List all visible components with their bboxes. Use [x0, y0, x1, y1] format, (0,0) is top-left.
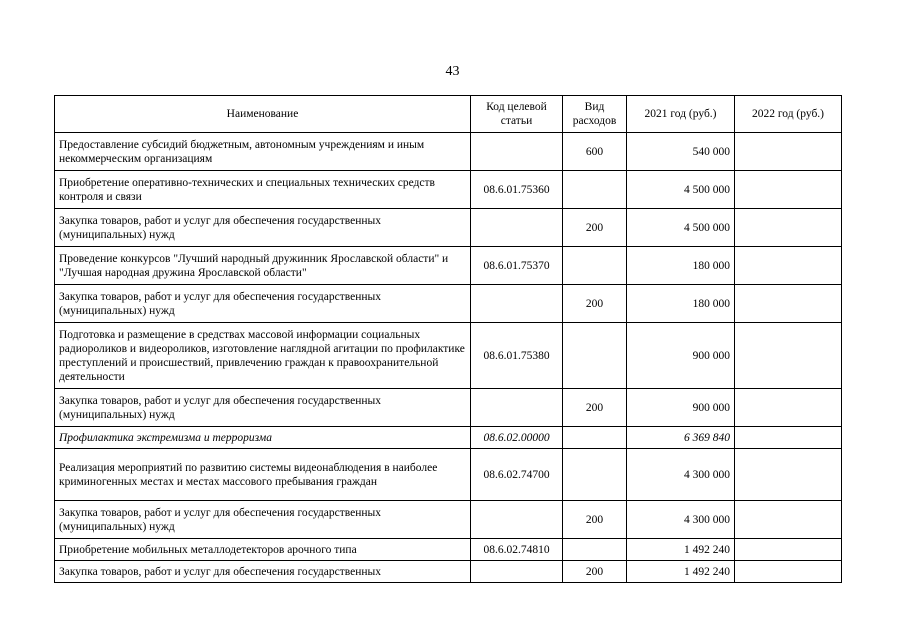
- row-amount-2021: 180 000: [627, 285, 735, 323]
- row-amount-2022: [735, 209, 842, 247]
- row-code: 08.6.02.74810: [471, 539, 563, 561]
- row-amount-2022: [735, 389, 842, 427]
- row-amount-2021: 1 492 240: [627, 539, 735, 561]
- row-expense-type: 200: [563, 209, 627, 247]
- table-row: [55, 539, 842, 561]
- budget-table: [54, 95, 842, 583]
- row-amount-2022: [735, 501, 842, 539]
- row-code: [471, 209, 563, 247]
- row-name: Закупка товаров, работ и услуг для обеспечения государственных (муниципальных) нужд: [55, 389, 471, 427]
- table-row: [55, 171, 842, 209]
- header-expense-type: Вид расходов: [563, 96, 627, 133]
- row-name: Предоставление субсидий бюджетным, автономным учреждениям и иным некоммерческим организациям: [55, 133, 471, 171]
- row-expense-type: [563, 247, 627, 285]
- table-row: [55, 561, 842, 583]
- row-amount-2022: [735, 247, 842, 285]
- row-amount-2022: [735, 285, 842, 323]
- row-expense-type: 200: [563, 389, 627, 427]
- row-amount-2022: [735, 561, 842, 583]
- row-name: Реализация мероприятий по развитию системы видеонаблюдения в наиболее криминогенных местах и местах массового пребывания граждан: [55, 449, 471, 501]
- row-expense-type: 200: [563, 285, 627, 323]
- table-row: [55, 133, 842, 171]
- row-expense-type: 200: [563, 561, 627, 583]
- row-expense-type: [563, 171, 627, 209]
- header-2021: 2021 год (руб.): [627, 96, 735, 133]
- row-amount-2021: 900 000: [627, 389, 735, 427]
- row-amount-2021: 4 500 000: [627, 209, 735, 247]
- row-code: [471, 285, 563, 323]
- row-code: [471, 389, 563, 427]
- row-code: 08.6.01.75380: [471, 323, 563, 389]
- row-amount-2022: [735, 539, 842, 561]
- row-name: Приобретение оперативно-технических и специальных технических средств контроля и связи: [55, 171, 471, 209]
- row-amount-2021: 180 000: [627, 247, 735, 285]
- row-code: 08.6.01.75360: [471, 171, 563, 209]
- page-number: 43: [445, 64, 460, 79]
- row-amount-2021: 540 000: [627, 133, 735, 171]
- row-amount-2021: 4 300 000: [627, 449, 735, 501]
- table-row: [55, 501, 842, 539]
- row-name: Закупка товаров, работ и услуг для обеспечения государственных (муниципальных) нужд: [55, 209, 471, 247]
- row-amount-2022: [735, 171, 842, 209]
- table-row: [55, 285, 842, 323]
- row-expense-type: [563, 539, 627, 561]
- row-code: 08.6.02.74700: [471, 449, 563, 501]
- row-name: Закупка товаров, работ и услуг для обеспечения государственных (муниципальных) нужд: [55, 501, 471, 539]
- header-2022: 2022 год (руб.): [735, 96, 842, 133]
- row-amount-2022: [735, 133, 842, 171]
- header-code: Код целевой статьи: [471, 96, 563, 133]
- row-code: 08.6.02.00000: [471, 427, 563, 449]
- row-amount-2021: 1 492 240: [627, 561, 735, 583]
- table-row: [55, 389, 842, 427]
- table-row: [55, 209, 842, 247]
- row-amount-2021: 4 500 000: [627, 171, 735, 209]
- row-code: [471, 561, 563, 583]
- table-body: [55, 133, 842, 583]
- row-name: Подготовка и размещение в средствах массовой информации социальных радиороликов и видеороликов, изготовление наглядной агитации по профилактике преступлений и происшествий, привлечению граждан к правоохранительной деятельности: [55, 323, 471, 389]
- table-row: [55, 449, 842, 501]
- table-header-row: [55, 96, 842, 133]
- row-amount-2022: [735, 449, 842, 501]
- table-row: [55, 323, 842, 389]
- row-name: Приобретение мобильных металлодетекторов арочного типа: [55, 539, 471, 561]
- row-amount-2022: [735, 427, 842, 449]
- row-amount-2021: 900 000: [627, 323, 735, 389]
- row-amount-2021: 4 300 000: [627, 501, 735, 539]
- row-expense-type: [563, 427, 627, 449]
- row-code: 08.6.01.75370: [471, 247, 563, 285]
- row-name: Закупка товаров, работ и услуг для обеспечения государственных: [55, 561, 471, 583]
- table-row: [55, 247, 842, 285]
- row-name: Закупка товаров, работ и услуг для обеспечения государственных (муниципальных) нужд: [55, 285, 471, 323]
- row-expense-type: [563, 323, 627, 389]
- row-code: [471, 133, 563, 171]
- row-amount-2021: 6 369 840: [627, 427, 735, 449]
- row-expense-type: 600: [563, 133, 627, 171]
- row-code: [471, 501, 563, 539]
- header-name: Наименование: [55, 96, 471, 133]
- table-row: [55, 427, 842, 449]
- row-expense-type: 200: [563, 501, 627, 539]
- row-expense-type: [563, 449, 627, 501]
- row-amount-2022: [735, 323, 842, 389]
- row-name: Проведение конкурсов "Лучший народный дружинник Ярославской области" и "Лучшая народная дружина Ярославской области": [55, 247, 471, 285]
- row-name: Профилактика экстремизма и терроризма: [55, 427, 471, 449]
